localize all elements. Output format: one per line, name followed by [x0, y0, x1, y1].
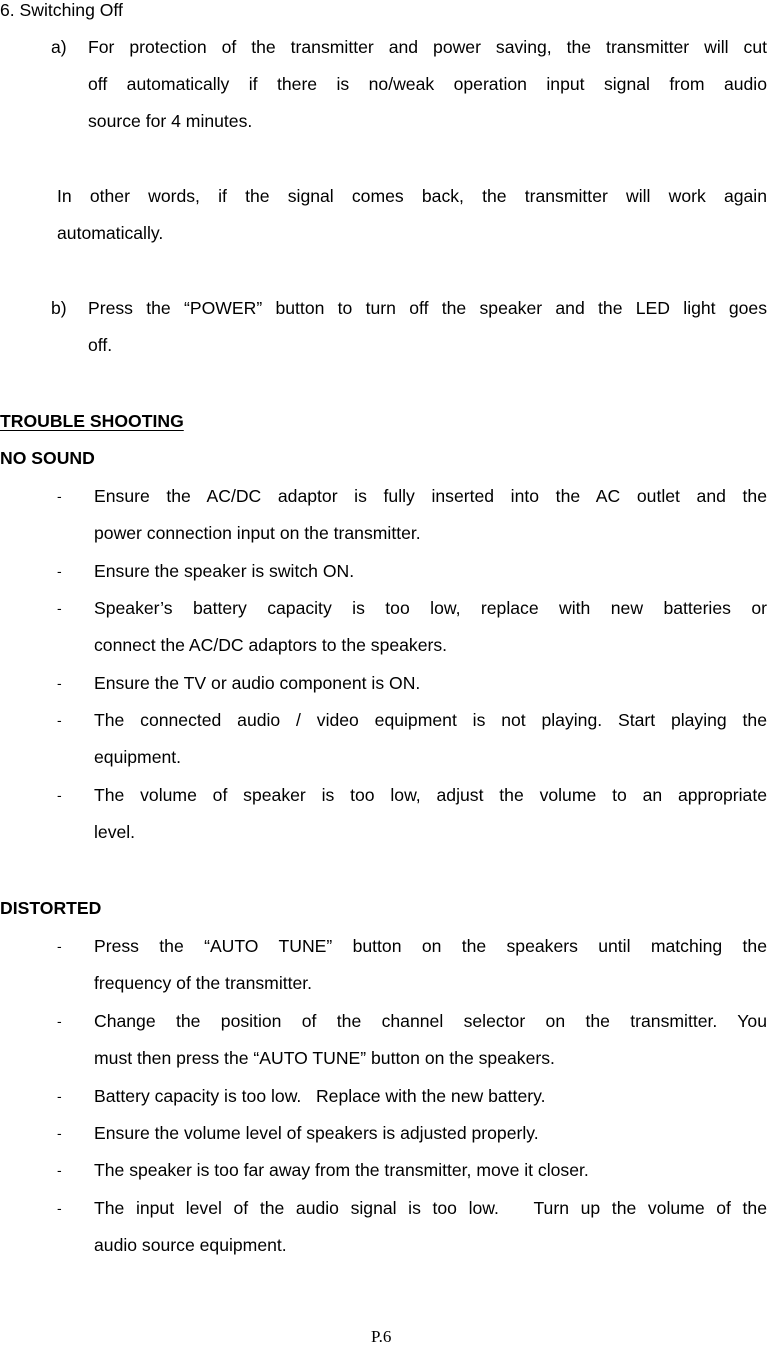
section-title-switching-off: 6. Switching Off: [0, 0, 123, 20]
no-sound-item-2-line-1: Ensure the speaker is switch ON.: [94, 561, 355, 581]
trouble-shooting-title: TROUBLE SHOOTING: [0, 411, 184, 431]
distorted-dash-3: -: [57, 1088, 62, 1104]
item-b-marker: b): [51, 298, 67, 318]
distorted-item-3-line-1: Battery capacity is too low. Replace with the new battery.: [94, 1086, 546, 1106]
no-sound-heading: NO SOUND: [0, 448, 95, 468]
distorted-item-2-line-2: must then press the “AUTO TUNE” button on the speakers.: [94, 1048, 555, 1068]
page-number: P.6: [371, 1327, 392, 1346]
no-sound-item-4-line-1: Ensure the TV or audio component is ON.: [94, 673, 421, 693]
item-a-line-2: off automatically if there is no/weak operation input signal from audio: [88, 74, 767, 94]
distorted-heading: DISTORTED: [0, 898, 102, 918]
distorted-dash-1: -: [57, 938, 62, 954]
item-b-line-1: Press the “POWER” button to turn off the speaker and the LED light goes: [88, 298, 767, 318]
item-a-line-1: For protection of the transmitter and power saving, the transmitter will cut: [88, 37, 767, 57]
distorted-item-1-line-2: frequency of the transmitter.: [94, 973, 313, 993]
no-sound-item-1-line-1: Ensure the AC/DC adaptor is fully inserted into the AC outlet and the: [94, 486, 767, 506]
item-a-line-3: source for 4 minutes.: [88, 111, 253, 131]
no-sound-dash-3: -: [57, 600, 62, 616]
no-sound-dash-1: -: [57, 488, 62, 504]
distorted-dash-5: -: [57, 1162, 62, 1178]
no-sound-item-3-line-1: Speaker’s battery capacity is too low, replace with new batteries or: [94, 598, 767, 618]
no-sound-dash-5: -: [57, 712, 62, 728]
distorted-item-4-line-1: Ensure the volume level of speakers is adjusted properly.: [94, 1123, 539, 1143]
no-sound-item-5-line-2: equipment.: [94, 747, 182, 767]
no-sound-item-6-line-1: The volume of speaker is too low, adjust the volume to an appropriate: [94, 785, 767, 805]
distorted-dash-4: -: [57, 1125, 62, 1141]
item-a-marker: a): [51, 37, 67, 57]
no-sound-item-5-line-1: The connected audio / video equipment is not playing. Start playing the: [94, 710, 767, 730]
distorted-item-1-line-1: Press the “AUTO TUNE” button on the speakers until matching the: [94, 936, 767, 956]
distorted-item-5-line-1: The speaker is too far away from the transmitter, move it closer.: [94, 1160, 589, 1180]
no-sound-dash-4: -: [57, 675, 62, 691]
distorted-dash-2: -: [57, 1013, 62, 1029]
no-sound-dash-2: -: [57, 563, 62, 579]
distorted-item-2-line-1: Change the position of the channel selector on the transmitter. You: [94, 1011, 767, 1031]
no-sound-dash-6: -: [57, 787, 62, 803]
item-a-note-line-2: automatically.: [57, 223, 164, 243]
distorted-item-6-line-1: The input level of the audio signal is too low. Turn up the volume of the: [94, 1198, 767, 1218]
item-b-line-2: off.: [88, 335, 113, 355]
distorted-dash-6: -: [57, 1200, 62, 1216]
no-sound-item-1-line-2: power connection input on the transmitter.: [94, 523, 421, 543]
no-sound-item-3-line-2: connect the AC/DC adaptors to the speakers.: [94, 635, 448, 655]
item-a-note-line-1: In other words, if the signal comes back, the transmitter will work again: [57, 186, 767, 206]
distorted-item-6-line-2: audio source equipment.: [94, 1235, 287, 1255]
no-sound-item-6-line-2: level.: [94, 822, 136, 842]
